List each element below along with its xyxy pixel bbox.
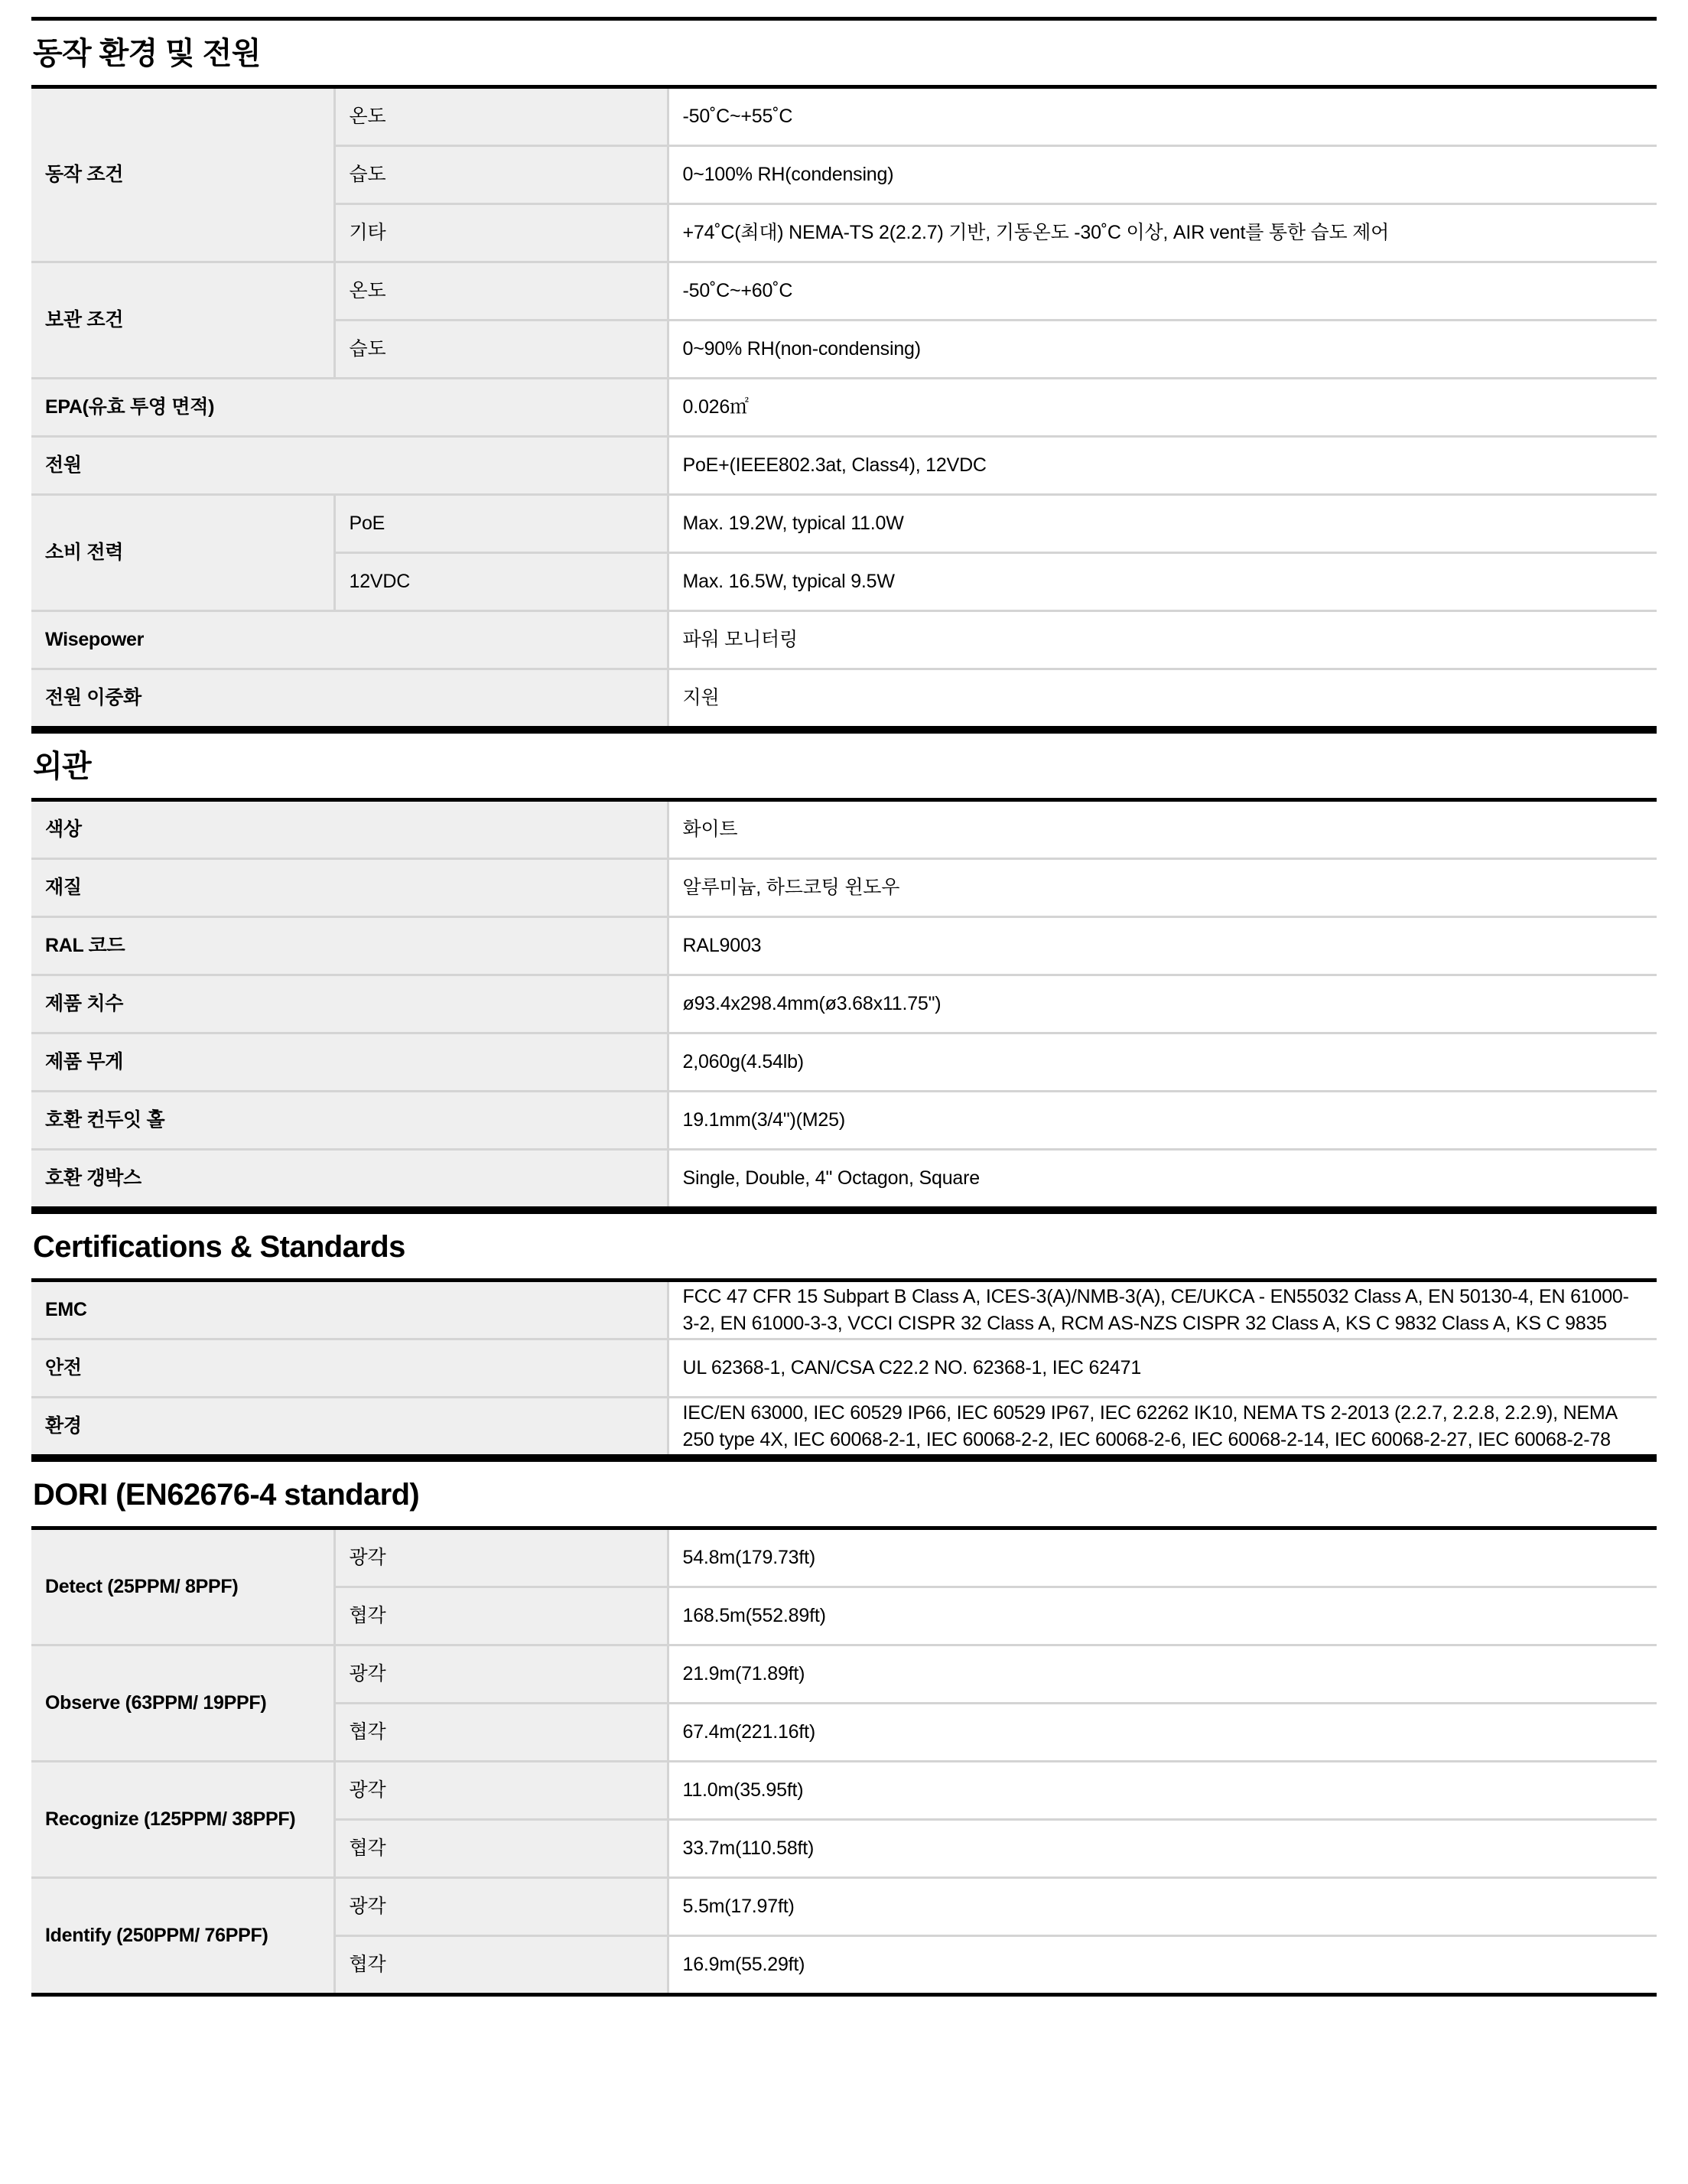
row-value: 알루미늄, 하드코팅 윈도우 — [668, 859, 1657, 917]
table-row — [31, 1762, 1657, 1820]
row-value: 16.9m(55.29ft) — [668, 1936, 1657, 1995]
row-value: FCC 47 CFR 15 Subpart B Class A, ICES-3(A)/NMB-3(A), CE/UKCA - EN55032 Class A, EN 50130-4, EN 61000-3-2, EN 61000-3-3, VCCI CISPR 32 Class A, RCM AS-NZS CISPR 32 Class A, KS C 9832 Class A, KS C 9835 — [668, 1281, 1657, 1339]
spec-table — [31, 798, 1657, 1210]
table-row — [31, 379, 1657, 437]
row-label: 전원 — [31, 437, 668, 495]
row-sublabel: 광각 — [334, 1878, 668, 1936]
row-value: 0~90% RH(non-condensing) — [668, 321, 1657, 379]
row-value: 21.9m(71.89ft) — [668, 1645, 1657, 1704]
table-row — [31, 611, 1657, 669]
row-sublabel: 습도 — [334, 146, 668, 204]
row-sublabel: PoE — [334, 495, 668, 553]
row-value: Single, Double, 4" Octagon, Square — [668, 1150, 1657, 1209]
row-sublabel: 온도 — [334, 87, 668, 146]
row-sublabel: 협각 — [334, 1704, 668, 1762]
section-operating-environment-power — [31, 17, 1657, 730]
row-label: 동작 조건 — [31, 87, 334, 262]
row-sublabel: 협각 — [334, 1587, 668, 1645]
row-label: Observe (63PPM/ 19PPF) — [31, 1645, 334, 1762]
row-sublabel: 12VDC — [334, 553, 668, 611]
row-label: 호환 갱박스 — [31, 1150, 668, 1209]
row-label: 안전 — [31, 1339, 668, 1398]
row-value: -50˚C~+60˚C — [668, 262, 1657, 321]
row-sublabel: 협각 — [334, 1820, 668, 1878]
row-value: 지원 — [668, 669, 1657, 728]
table-row — [31, 262, 1657, 321]
row-value: 19.1mm(3/4")(M25) — [668, 1092, 1657, 1150]
row-value: 168.5m(552.89ft) — [668, 1587, 1657, 1645]
table-row — [31, 1645, 1657, 1704]
section-title: 동작 환경 및 전원 — [33, 37, 261, 70]
section-title: DORI (EN62676-4 standard) — [33, 1478, 420, 1512]
row-sublabel: 온도 — [334, 262, 668, 321]
row-value: RAL9003 — [668, 917, 1657, 975]
table-row — [31, 1339, 1657, 1398]
row-sublabel: 습도 — [334, 321, 668, 379]
table-row — [31, 495, 1657, 553]
row-value: IEC/EN 63000, IEC 60529 IP66, IEC 60529 IP67, IEC 62262 IK10, NEMA TS 2-2013 (2.2.7, 2.2.8, 2.2.9), NEMA 250 type 4X, IEC 60068-2-1, IEC 60068-2-2, IEC 60068-2-6, IEC 60068-2-14, IEC 60068-2-27, IEC 60068-2-78 — [668, 1398, 1657, 1457]
row-value: 67.4m(221.16ft) — [668, 1704, 1657, 1762]
row-label: 보관 조건 — [31, 262, 334, 379]
section-dori — [31, 1458, 1657, 1997]
table-row — [31, 87, 1657, 146]
table-row — [31, 800, 1657, 859]
section-certifications-standards — [31, 1210, 1657, 1458]
spec-table — [31, 1278, 1657, 1458]
spec-table — [31, 85, 1657, 730]
row-label: Detect (25PPM/ 8PPF) — [31, 1528, 334, 1645]
table-row — [31, 917, 1657, 975]
row-value: 2,060g(4.54lb) — [668, 1033, 1657, 1092]
table-row — [31, 859, 1657, 917]
table-row — [31, 669, 1657, 728]
row-label: 호환 컨두잇 홀 — [31, 1092, 668, 1150]
sections-container — [31, 17, 1657, 1997]
row-value: Max. 19.2W, typical 11.0W — [668, 495, 1657, 553]
table-row — [31, 1878, 1657, 1936]
table-row — [31, 1033, 1657, 1092]
row-label: 색상 — [31, 800, 668, 859]
row-value: ø93.4x298.4mm(ø3.68x11.75") — [668, 975, 1657, 1033]
table-row — [31, 1092, 1657, 1150]
row-value: 33.7m(110.58ft) — [668, 1820, 1657, 1878]
table-row — [31, 975, 1657, 1033]
row-value: 파워 모니터링 — [668, 611, 1657, 669]
table-row — [31, 437, 1657, 495]
row-label: Recognize (125PPM/ 38PPF) — [31, 1762, 334, 1878]
row-label: RAL 코드 — [31, 917, 668, 975]
row-sublabel: 협각 — [334, 1936, 668, 1995]
row-label: 전원 이중화 — [31, 669, 668, 728]
row-value: 0.026㎡ — [668, 379, 1657, 437]
row-value: UL 62368-1, CAN/CSA C22.2 NO. 62368-1, IEC 62471 — [668, 1339, 1657, 1398]
row-label: Identify (250PPM/ 76PPF) — [31, 1878, 334, 1995]
row-label: 제품 무게 — [31, 1033, 668, 1092]
table-row — [31, 1398, 1657, 1457]
table-row — [31, 1281, 1657, 1339]
row-value: 5.5m(17.97ft) — [668, 1878, 1657, 1936]
row-sublabel: 광각 — [334, 1528, 668, 1587]
row-value: Max. 16.5W, typical 9.5W — [668, 553, 1657, 611]
row-label: 제품 치수 — [31, 975, 668, 1033]
row-value: 54.8m(179.73ft) — [668, 1528, 1657, 1587]
row-sublabel: 광각 — [334, 1762, 668, 1820]
row-value: 11.0m(35.95ft) — [668, 1762, 1657, 1820]
section-title: Certifications & Standards — [33, 1230, 405, 1264]
section-appearance — [31, 730, 1657, 1210]
table-row — [31, 1150, 1657, 1209]
row-label: EMC — [31, 1281, 668, 1339]
table-row — [31, 1528, 1657, 1587]
section-title: 외관 — [33, 750, 92, 783]
row-value: -50˚C~+55˚C — [668, 87, 1657, 146]
row-label: Wisepower — [31, 611, 668, 669]
row-sublabel: 기타 — [334, 204, 668, 262]
row-sublabel: 광각 — [334, 1645, 668, 1704]
row-label: EPA(유효 투영 면적) — [31, 379, 668, 437]
row-value: +74˚C(최대) NEMA-TS 2(2.2.7) 기반, 기동온도 -30˚C 이상, AIR vent를 통한 습도 제어 — [668, 204, 1657, 262]
row-label: 환경 — [31, 1398, 668, 1457]
row-value: PoE+(IEEE802.3at, Class4), 12VDC — [668, 437, 1657, 495]
spec-table — [31, 1526, 1657, 1997]
row-value: 0~100% RH(condensing) — [668, 146, 1657, 204]
row-value: 화이트 — [668, 800, 1657, 859]
row-label: 재질 — [31, 859, 668, 917]
row-label: 소비 전력 — [31, 495, 334, 611]
